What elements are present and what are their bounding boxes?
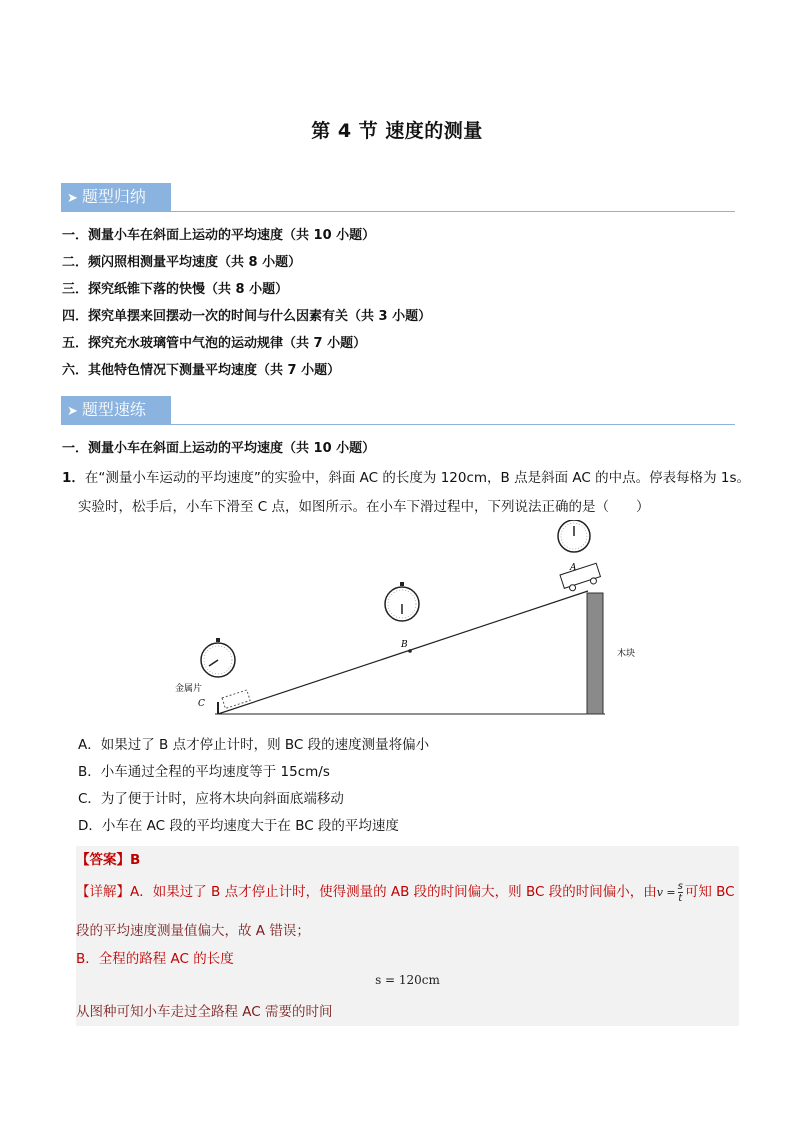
label-b: B [401, 640, 408, 650]
section-label: 题型归纳 [81, 187, 146, 206]
answer-box [76, 846, 739, 1026]
label-a: A [570, 563, 577, 573]
toc-item: 二．频闪照相测量平均速度（共 8 小题） [62, 255, 302, 270]
question-text-line2: 实验时，松手后，小车下滑至 C 点，如图所示。在小车下滑过程中，下列说法正确的是（ ） [78, 499, 650, 515]
b-line: B．全程的路程 AC 的长度 [76, 951, 234, 967]
formula-fraction [678, 881, 683, 904]
formula-v: v = [656, 886, 676, 899]
last-line: 从图种可知小车走过全路程 AC 需要的时间 [76, 1004, 333, 1020]
incline-diagram [160, 520, 640, 730]
options-list [78, 735, 429, 843]
detail-line2: 段的平均速度测量值偏大，故 A 错误； [76, 923, 310, 939]
cart-a [560, 563, 602, 593]
label-metal: 金属片 [175, 684, 203, 694]
stopwatch-c [201, 638, 235, 677]
question-text-line1: 在“测量小车运动的平均速度”的实验中，斜面 AC 的长度为 120cm，B 点是斜面 AC 的中点。停表每格为 1s。 [84, 470, 751, 486]
wood-block [587, 593, 603, 714]
incline-figure [160, 520, 640, 730]
detail-line1 [76, 880, 735, 904]
label-block: 木块 [617, 649, 636, 659]
formula-denominator: t [678, 892, 683, 904]
toc-item: 三．探究纸锥下落的快慢（共 8 小题） [62, 282, 289, 297]
detail-part2: 可知 BC [684, 884, 735, 900]
section-rule [61, 211, 735, 212]
section-banner-practice [61, 396, 735, 426]
cart-c [222, 690, 250, 708]
page-title: 第 4 节 速度的测量 [311, 120, 483, 142]
stopwatch-b [385, 582, 419, 621]
stopwatch-a [558, 520, 590, 552]
section-label: 题型速练 [81, 400, 146, 419]
section-rule [61, 424, 735, 425]
question-number: 1． [62, 470, 85, 486]
option-b[interactable]: B．小车通过全程的平均速度等于 15cm/s [78, 764, 330, 780]
toc-item: 一．测量小车在斜面上运动的平均速度（共 10 小题） [62, 228, 376, 243]
arrow-icon: ➤ [67, 404, 78, 419]
answer-label: 【答案】B [76, 852, 141, 868]
toc-item: 六．其他特色情况下测量平均速度（共 7 小题） [62, 363, 341, 378]
toc-list [62, 227, 431, 389]
toc-item: 五．探究充水玻璃管中气泡的运动规律（共 7 小题） [62, 336, 367, 351]
option-d[interactable]: D．小车在 AC 段的平均速度大于在 BC 段的平均速度 [78, 818, 399, 834]
label-c: C [198, 699, 205, 709]
equation-s: s = 120cm [375, 973, 440, 987]
section-tag [61, 396, 171, 424]
detail-part1: 【详解】A．如果过了 B 点才停止计时，使得测量的 AB 段的时间偏大，则 BC 段的时间偏小，由 [76, 884, 657, 900]
point-b [408, 649, 412, 653]
section-banner-summary [61, 183, 735, 213]
formula-numerator: s [677, 880, 683, 892]
arrow-icon: ➤ [67, 191, 78, 206]
option-a[interactable]: A．如果过了 B 点才停止计时，则 BC 段的速度测量将偏小 [78, 737, 430, 753]
practice-heading: 一．测量小车在斜面上运动的平均速度（共 10 小题） [62, 441, 376, 456]
toc-item: 四．探究单摆来回摆动一次的时间与什么因素有关（共 3 小题） [62, 309, 432, 324]
option-c[interactable]: C．为了便于计时，应将木块向斜面底端移动 [78, 791, 344, 807]
section-tag [61, 183, 171, 211]
question-1 [62, 464, 752, 522]
